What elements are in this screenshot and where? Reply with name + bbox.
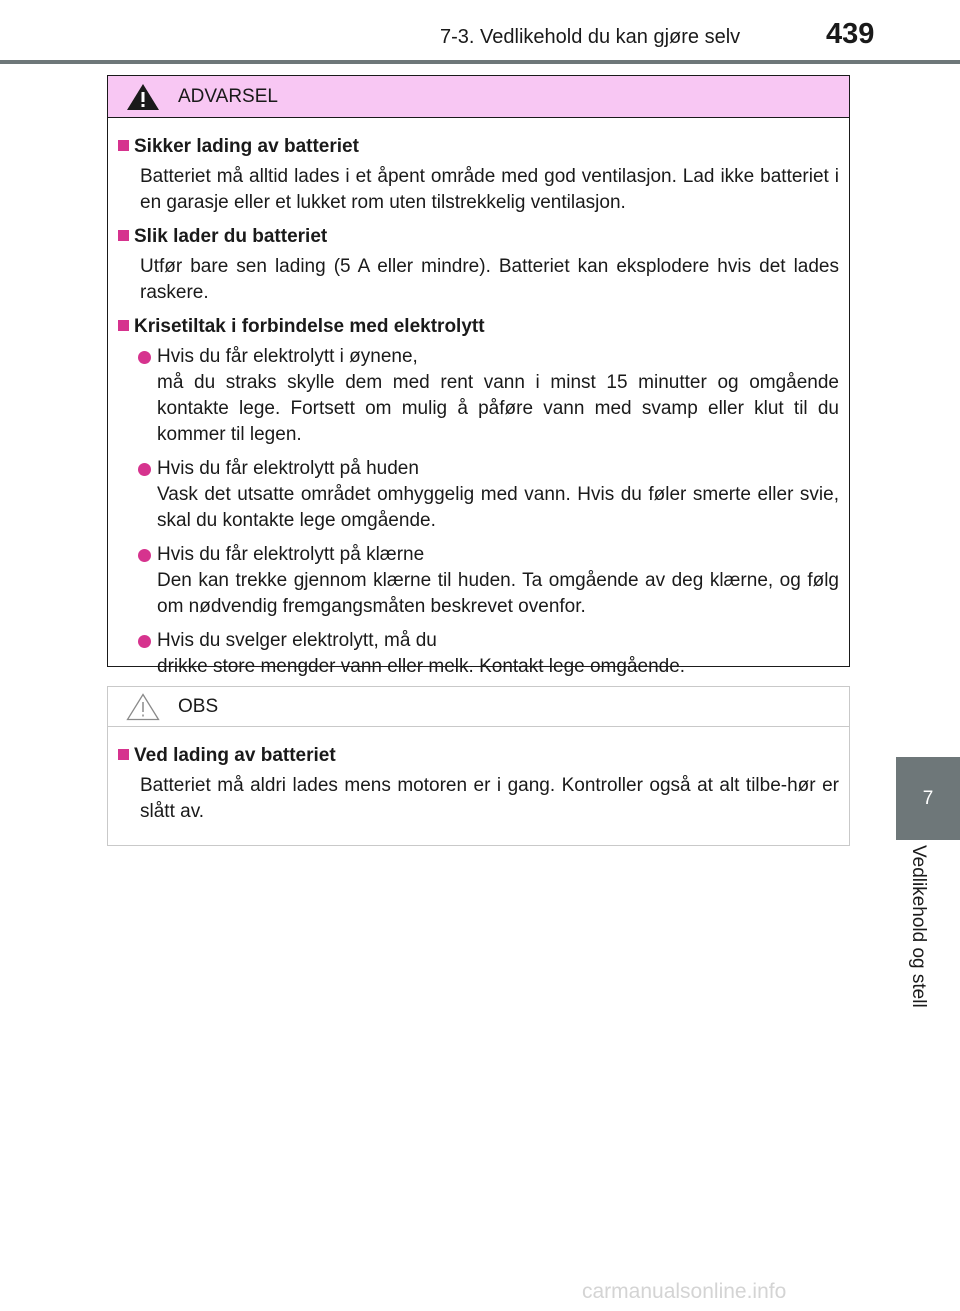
caution-triangle-icon (126, 693, 160, 721)
list-item-title: Hvis du svelger elektrolytt, må du (157, 630, 437, 651)
round-bullet-icon (138, 635, 151, 648)
list-item-body (157, 628, 839, 680)
round-bullet-icon (138, 463, 151, 476)
list-item (118, 456, 839, 534)
section-text: Batteriet må aldri lades mens motoren er i gang. Kontroller også at alt tilbe-hør er slått av. (140, 775, 839, 822)
list-item-body (157, 344, 839, 448)
list-item-title: Hvis du får elektrolytt i øynene, (157, 346, 418, 367)
page-number: 439 (826, 18, 875, 50)
caution-content (108, 727, 849, 825)
list-item-body (157, 542, 839, 620)
warning-section (118, 314, 839, 680)
section-title: 7-3. Vedlikehold du kan gjøre selv (440, 26, 741, 48)
chapter-label: Vedlikehold og stell (908, 845, 929, 1008)
square-bullet-icon (118, 230, 129, 241)
section-text: Utfør bare sen lading (5 A eller mindre). Batteriet kan eksplodere hvis det lades raskere. (140, 256, 839, 303)
warning-content (108, 118, 849, 680)
section-heading-text: Ved lading av batteriet (134, 745, 336, 766)
chapter-number: 7 (922, 787, 934, 809)
list-item (118, 344, 839, 448)
watermark: carmanualsonline.info (582, 1280, 787, 1303)
section-text: Batteriet må alltid lades i et åpent område med god ventilasjon. Lad ikke batteriet i en garasje eller et lukket rom uten tilstrekkelig ventilasjon. (140, 166, 839, 213)
list-item-title: Hvis du får elektrolytt på huden (157, 458, 419, 479)
section-heading (118, 224, 839, 250)
list-item-text: må du straks skylle dem med rent vann i minst 15 minutter og omgående kontakte lege. Fortsett om mulig å påføre vann med svamp eller klut til du kommer til legen. (157, 372, 839, 445)
list-item (118, 542, 839, 620)
list-item-text: Den kan trekke gjennom klærne til huden. Ta omgående av deg klærne, og følg om nødvendig fremgangsmåten beskrevet ovenfor. (157, 570, 839, 617)
round-bullet-icon (138, 549, 151, 562)
section-heading-text: Sikker lading av batteriet (134, 136, 359, 157)
section-heading (118, 743, 839, 769)
list-item-text: drikke store mengder vann eller melk. Kontakt lege omgående. (157, 656, 686, 677)
caution-box (107, 686, 850, 846)
list-item-body (157, 456, 839, 534)
square-bullet-icon (118, 320, 129, 331)
square-bullet-icon (118, 749, 129, 760)
warning-section (118, 134, 839, 216)
warning-box (107, 75, 850, 677)
caution-section (118, 743, 839, 825)
header-rule (0, 60, 960, 64)
list-item-title: Hvis du får elektrolytt på klærne (157, 544, 425, 565)
list-item-text: Vask det utsatte området omhyggelig med vann. Hvis du føler smerte eller svie, skal du kontakte lege omgående. (157, 484, 839, 531)
warning-label: ADVARSEL (178, 85, 278, 107)
list-item (118, 628, 839, 680)
chapter-tab (896, 757, 960, 840)
round-bullet-icon (138, 351, 151, 364)
warning-header (108, 76, 849, 118)
caution-label: OBS (178, 695, 219, 717)
warning-section (118, 224, 839, 306)
section-heading-text: Slik lader du batteriet (134, 226, 328, 247)
section-heading (118, 134, 839, 160)
caution-header (108, 687, 849, 727)
section-heading-text: Krisetiltak i forbindelse med elektrolytt (134, 316, 485, 337)
square-bullet-icon (118, 140, 129, 151)
section-heading (118, 314, 839, 340)
warning-triangle-icon (126, 83, 160, 111)
